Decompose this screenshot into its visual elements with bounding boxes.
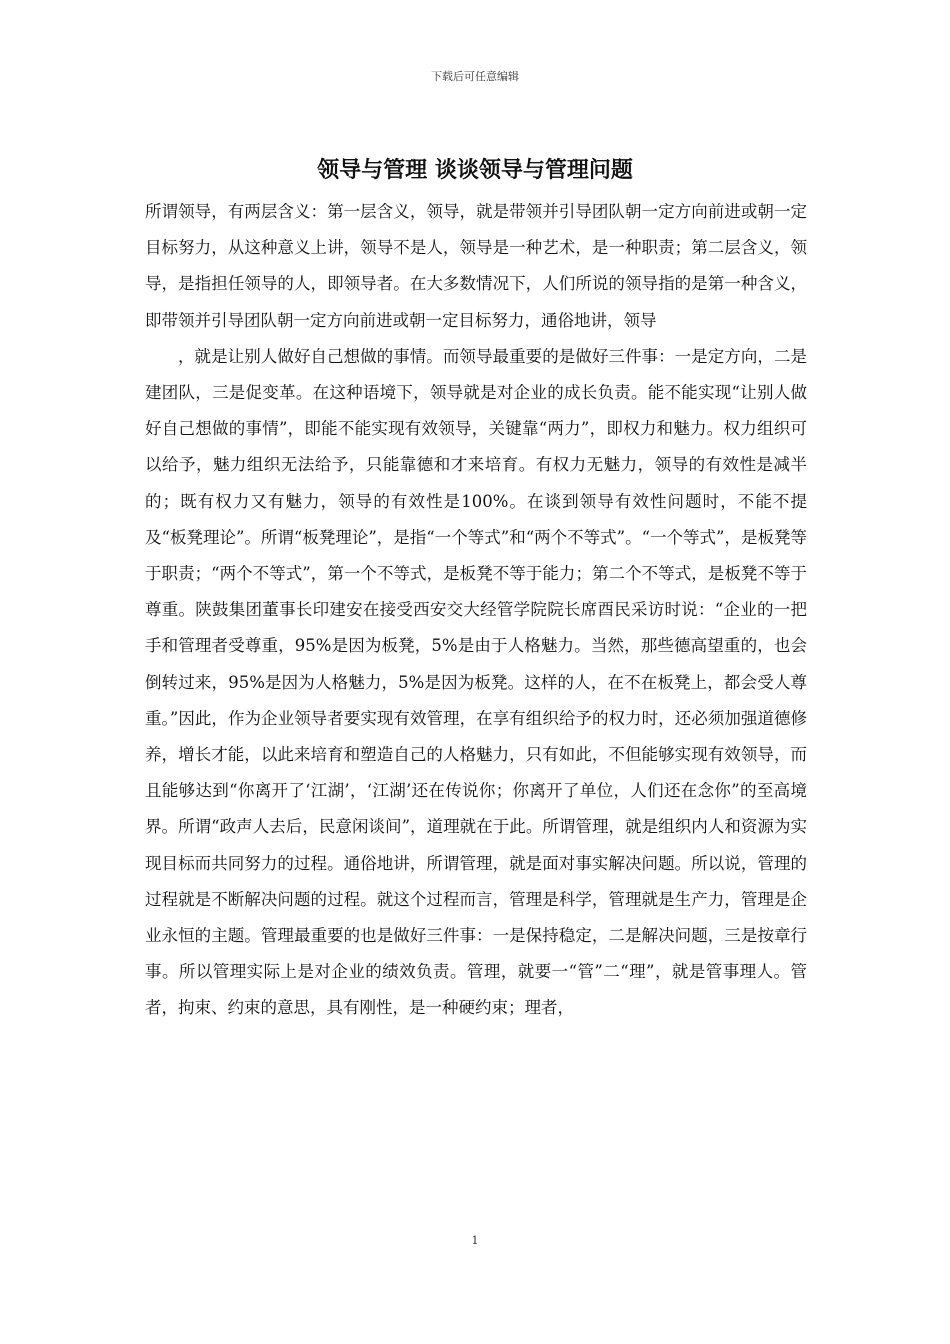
page-header-note: 下载后可任意编辑 xyxy=(431,70,519,83)
document-title: 领导与管理 谈谈领导与管理问题 xyxy=(317,157,633,183)
paragraph-2: ，就是让别人做好自己想做的事情。而领导最重要的是做好三件事：一是定方向，二是建团队，三是促变革。在这种语境下，领导就是对企业的成长负责。能不能实现“让别人做好自己想做的事情”，即能不能实现有效领导，关键靠“两力”，即权力和魅力。权力组织可以给予，魅力组织无法给予，只能靠德和才来培育。有权力无魅力，领导的有效性是减半的；既有权力又有魅力，领导的有效性是100%。在谈到领导有效性问题时，不能不提及“板凳理论”。所谓“板凳理论”，是指“一个等式”和“两个不等式”。“一个等式”，是板凳等于职责；“两个不等式”，第一个不等式，是板凳不等于能力；第二个不等式，是板凳不等于尊重。陕鼓集团董事长印建安在接受西安交大经管学院院长席酉民采访时说：“企业的一把手和管理者受尊重，95%是因为板凳，5%是由于人格魅力。当然，那些德高望重的，也会倒转过来，95%是因为人格魅力，5%是因为板凳。这样的人，在不在板凳上，都会受人尊重。”因此，作为企业领导者要实现有效管理，在享有组织给予的权力时，还必须加强道德修养，增长才能，以此来培育和塑造自己的人格魅力，只有如此，不但能够实现有效领导，而且能够达到“你离开了‘江湖’，‘江湖’还在传说你；你离开了单位，人们还在念你”的至高境界。所谓“政声人去后，民意闲谈间”，道理就在于此。所谓管理，就是组织内人和资源为实现目标而共同努力的过程。通俗地讲，所谓管理，就是面对事实解决问题。所以说，管理的过程就是不断解决问题的过程。就这个过程而言，管理是科学，管理就是生产力，管理是企业永恒的主题。管理最重要的也是做好三件事：一是保持稳定，二是解决问题，三是按章行事。所以管理实际上是对企业的绩效负责。管理，就要一“管”二“理”，就是管事理人。管者，拘束、约束的意思，具有刚性，是一种硬约束；理者， xyxy=(145,346,807,1018)
page-number: 1 xyxy=(471,1234,479,1247)
paragraph-1: 所谓领导，有两层含义：第一层含义，领导，就是带领并引导团队朝一定方向前进或朝一定目标努力，从这种意义上讲，领导不是人，领导是一种艺术，是一种职责；第二层含义，领导，是指担任领导的人，即领导者。在大多数情况下，人们所说的领导指的是第一种含义，即带领并引导团队朝一定方向前进或朝一定目标努力，通俗地讲，领导 xyxy=(145,202,807,330)
document-body xyxy=(145,194,807,1027)
